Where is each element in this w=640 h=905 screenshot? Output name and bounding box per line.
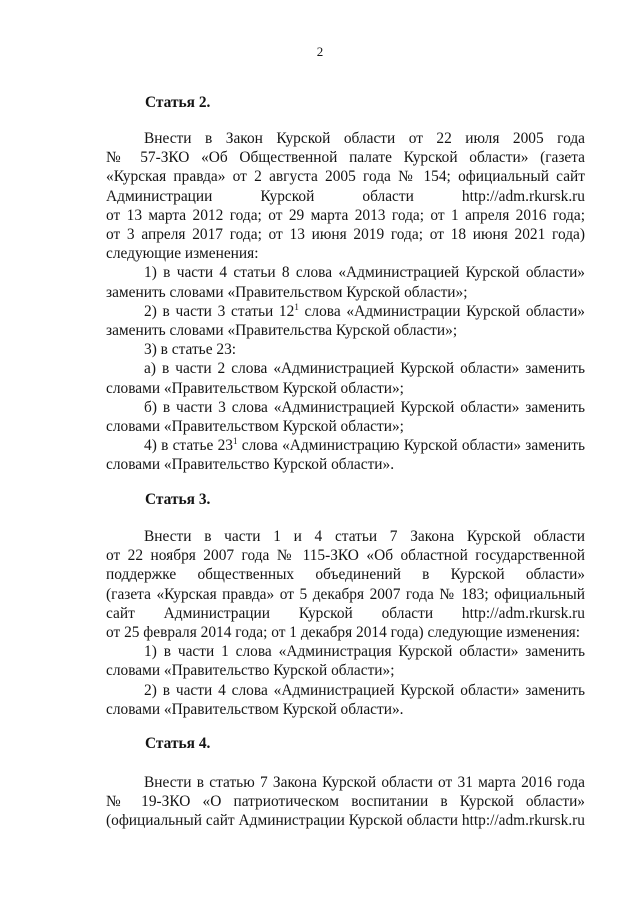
text-line: 1) в части 4 статьи 8 слова «Администрацией Курской области» [144, 264, 585, 282]
text-line: Администрации Курской области http://adm.rkursk.ru [106, 187, 585, 205]
text-line: 3) в статье 23: [144, 341, 237, 359]
article-2-title: Статья 2. [145, 94, 211, 111]
text-line: словами «Правительство Курской области»; [106, 662, 395, 680]
superscript: 1 [233, 436, 238, 447]
text-line: от 3 апреля 2017 года; от 13 июня 2019 года; от 18 июня 2021 года) [106, 226, 585, 244]
text-line: 1) в части 1 слова «Администрация Курской области» заменить [144, 643, 585, 661]
text-line: № 19-ЗКО «О патриотическом воспитании в Курской области» [106, 793, 585, 811]
text-line: от 25 февраля 2014 года; от 1 декабря 2014 года) следующие изменения: [106, 624, 580, 642]
article-2-body [106, 129, 585, 475]
text-fragment: слова «Администрации Курской области» [298, 302, 585, 320]
text-line: Внести в части 1 и 4 статьи 7 Закона Курской области [144, 528, 585, 545]
article-3-title: Статья 3. [145, 491, 211, 508]
text-line: Внести в статью 7 Закона Курской области от 31 марта 2016 года [144, 774, 585, 791]
text-line [106, 302, 585, 321]
text-line: следующие изменения: [106, 245, 259, 263]
text-fragment: 4) в статье 23 [144, 437, 233, 455]
article-4-body [106, 773, 585, 831]
text-line: б) в части 3 слова «Администрацией Курской области» заменить [144, 398, 585, 416]
text-line: словами «Правительством Курской области». [106, 700, 404, 718]
text-line: словами «Правительством Курской области»; [106, 379, 404, 397]
article-4-title: Статья 4. [145, 735, 211, 752]
text-line: заменить словами «Правительством Курской области»; [106, 283, 468, 301]
text-line: словами «Правительством Курской области»; [106, 418, 404, 436]
text-line: Внести в Закон Курской области от 22 июля 2005 года [144, 130, 585, 147]
text-line: от 22 ноября 2007 года № 115-ЗКО «Об областной государственной [106, 547, 585, 565]
text-fragment: 2) в части 3 статьи 12 [144, 302, 295, 320]
text-line: заменить словами «Правительства Курской области»; [106, 322, 458, 340]
text-line [106, 436, 585, 455]
text-line: (официальный сайт Администрации Курской области http://adm.rkursk.ru [106, 812, 585, 830]
text-line: (газета «Курская правда» от 5 декабря 2007 года № 183; официальный [106, 585, 585, 603]
text-fragment: слова «Администрацию Курской области» заменить [237, 437, 585, 455]
text-line: поддержке общественных объединений в Курской области» [106, 566, 585, 584]
text-line: а) в части 2 слова «Администрацией Курской области» заменить [144, 360, 585, 378]
text-line: 2) в части 4 слова «Администрацией Курской области» заменить [144, 681, 585, 699]
text-line: № 57-ЗКО «Об Общественной палате Курской области» (газета [106, 149, 585, 167]
text-line: словами «Правительство Курской области». [106, 456, 395, 474]
text-line: «Курская правда» от 2 августа 2005 года № 154; официальный сайт [106, 168, 585, 186]
text-line: от 13 марта 2012 года; от 29 марта 2013 года; от 1 апреля 2016 года; [106, 206, 585, 224]
superscript: 1 [294, 301, 299, 312]
article-3-body [106, 527, 585, 719]
page-number: 2 [316, 44, 324, 59]
text-line: сайт Администрации Курской области http://adm.rkursk.ru [106, 604, 585, 622]
